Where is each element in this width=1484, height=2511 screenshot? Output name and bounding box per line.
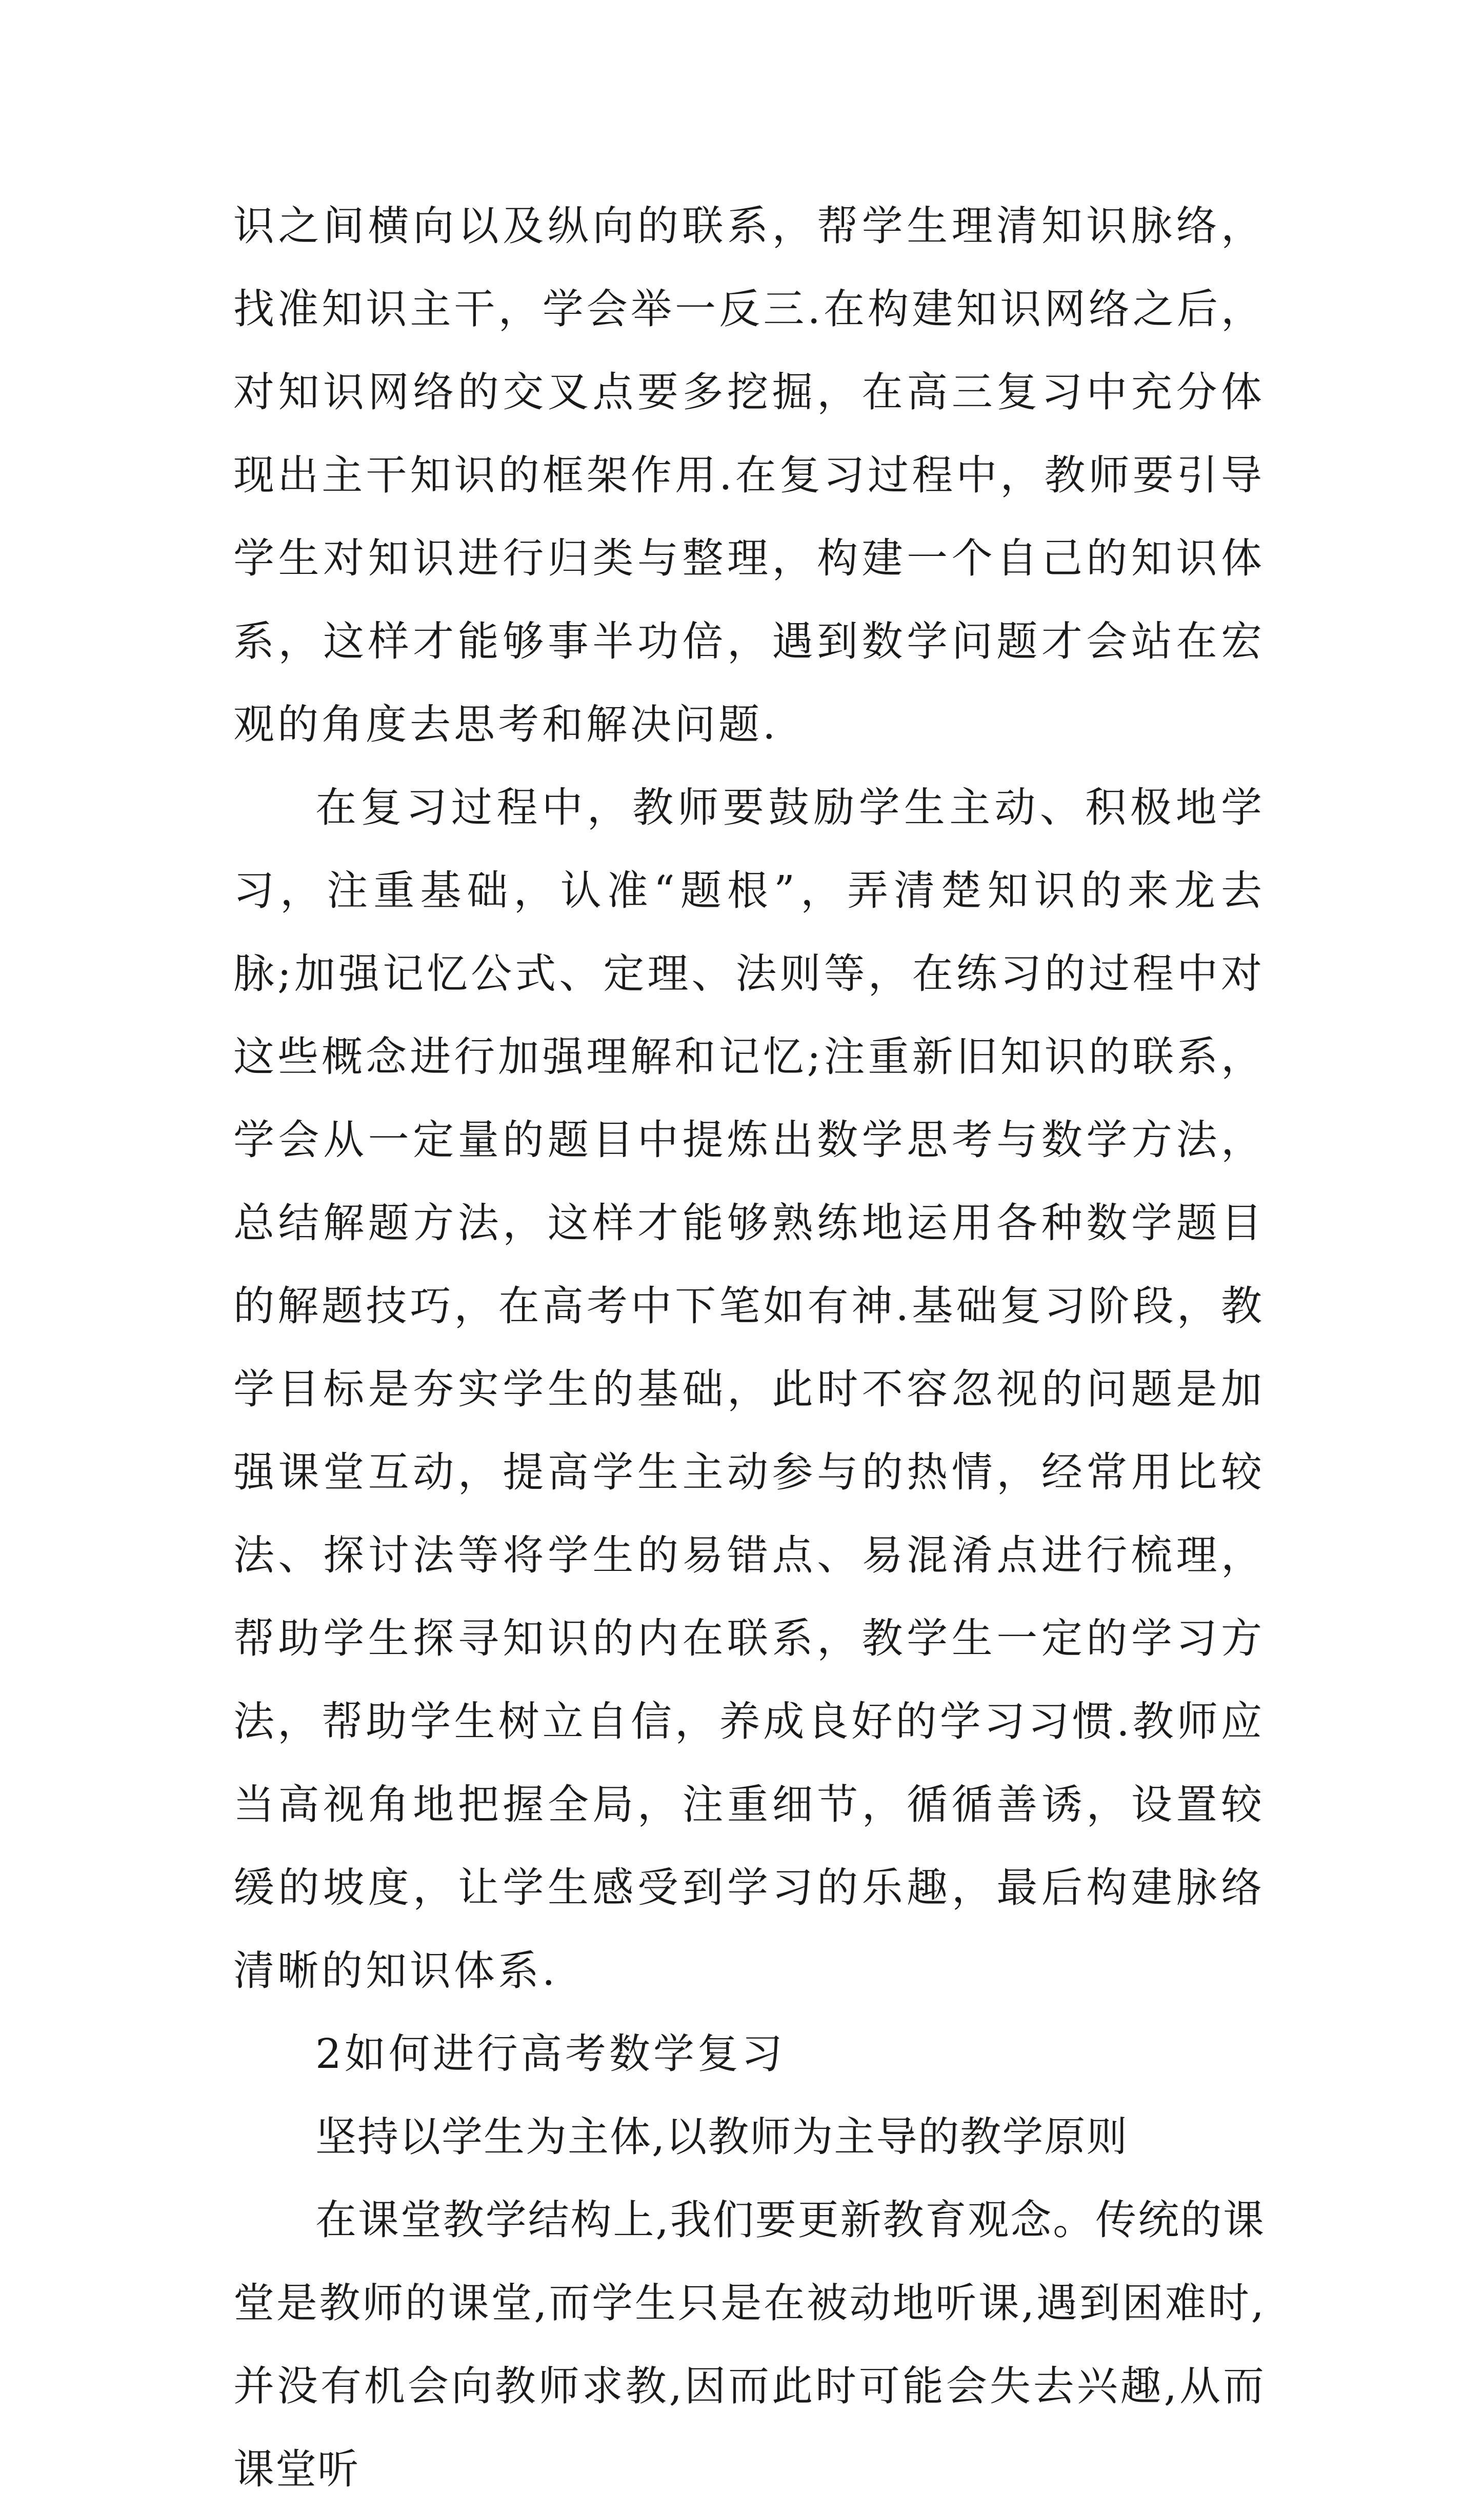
paragraph-review-process: 在复习过程中，教师要鼓励学生主动、积极地学习，注重基础，认准“题根”，弄清楚知识的来龙去脉;加强记忆公式、定理、法则等，在练习的过程中对这些概念进行加强理解和记忆;注重新旧知识的联系，学会从一定量的题目中提炼出数学思考与数学方法，总结解题方法，这样才能够熟练地运用各种数学题目的解题技巧，在高考中下笔如有神.基础复习阶段，教学目标是夯实学生的基础，此时不容忽视的问题是加强课堂互动，提高学生主动参与的热情，经常用比较法、探讨法等将学生的易错点、易混淆点进行梳理，帮助学生探寻知识的内在联系，教学生一定的学习方法，帮助学生树立自信，养成良好的学习习惯.教师应当高视角地把握全局，注重细节，循循善诱，设置较缓的坡度，让学生感受到学习的乐趣，最后构建脉络清晰的知识体系. xyxy=(233,784,1265,1995)
paragraph-classroom: 在课堂教学结构上,我们要更新教育观念。传统的课堂是教师的课堂,而学生只是在被动地听课,遇到困难时,并没有机会向教师求教,因而此时可能会失去兴趣,从而课堂听 xyxy=(233,2196,1265,2493)
paragraph-continued: 识之间横向以及纵向的联系，帮学生理清知识脉络，找准知识主干，学会举一反三.在构建知识网络之后，对知识网络的交叉点要多挖掘，在高三复习中充分体现出主干知识的框架作用.在复习过程中，教师要引导学生对知识进行归类与整理，构建一个自己的知识体系，这样才能够事半功倍，遇到数学问题才会站在宏观的角度去思考和解决问题. xyxy=(233,202,1265,748)
section-heading: 2如何进行高考数学复习 xyxy=(315,2030,786,2078)
body-text xyxy=(233,185,1265,2511)
subheading-principle: 坚持以学生为主体,以教师为主导的教学原则 xyxy=(315,2113,1129,2161)
